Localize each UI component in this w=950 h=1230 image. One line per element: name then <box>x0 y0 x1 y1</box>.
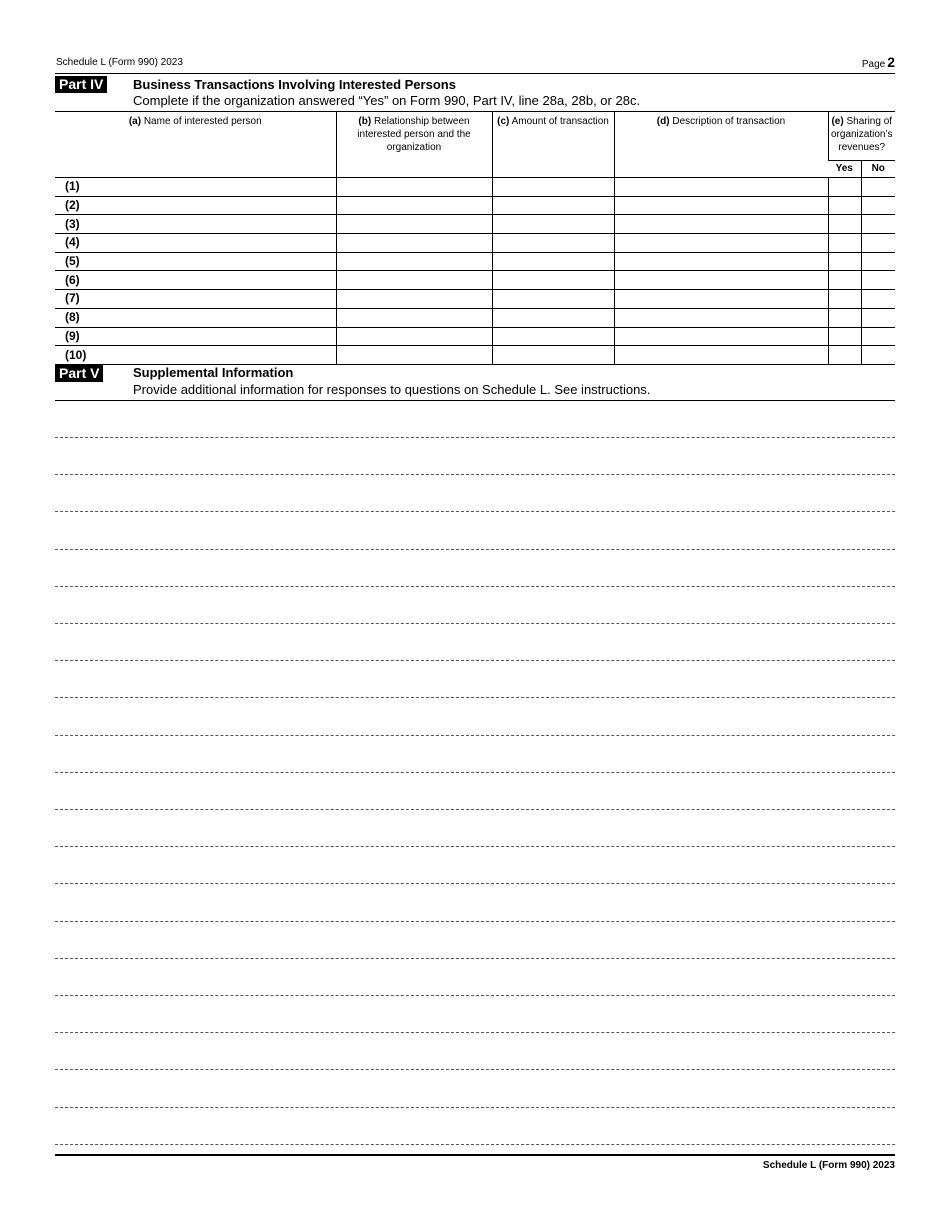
supplemental-line[interactable] <box>55 846 895 847</box>
col-e-yes-header: Yes <box>828 161 861 178</box>
table-row <box>55 271 895 290</box>
name-cell[interactable] <box>55 271 336 290</box>
relationship-cell[interactable] <box>336 215 492 234</box>
table-row <box>55 327 895 346</box>
sharing-no-cell[interactable] <box>861 252 895 271</box>
supplemental-line[interactable] <box>55 511 895 512</box>
sharing-yes-cell[interactable] <box>828 271 861 290</box>
table-row <box>55 346 895 365</box>
sharing-no-cell[interactable] <box>861 346 895 365</box>
row-number: (9) <box>65 328 80 343</box>
sharing-yes-cell[interactable] <box>828 196 861 215</box>
relationship-cell[interactable] <box>336 252 492 271</box>
amount-cell[interactable] <box>492 252 614 271</box>
supplemental-line[interactable] <box>55 809 895 810</box>
amount-cell[interactable] <box>492 346 614 365</box>
supplemental-line[interactable] <box>55 772 895 773</box>
col-e-header: (e) Sharing of organization’s revenues? <box>828 112 895 161</box>
row-number: (7) <box>65 291 80 306</box>
description-cell[interactable] <box>614 327 828 346</box>
relationship-cell[interactable] <box>336 196 492 215</box>
name-cell[interactable] <box>55 178 336 197</box>
relationship-cell[interactable] <box>336 327 492 346</box>
sharing-no-cell[interactable] <box>861 271 895 290</box>
amount-cell[interactable] <box>492 215 614 234</box>
sharing-yes-cell[interactable] <box>828 252 861 271</box>
page-number: 2 <box>887 54 895 70</box>
supplemental-line[interactable] <box>55 1069 895 1070</box>
relationship-cell[interactable] <box>336 308 492 327</box>
table-row <box>55 290 895 309</box>
description-cell[interactable] <box>614 196 828 215</box>
page-header <box>55 54 895 73</box>
part-iv-title: Business Transactions Involving Interested Persons <box>133 77 456 92</box>
amount-cell[interactable] <box>492 196 614 215</box>
relationship-cell[interactable] <box>336 271 492 290</box>
name-cell[interactable] <box>55 327 336 346</box>
supplemental-line[interactable] <box>55 586 895 587</box>
table-row <box>55 234 895 253</box>
name-cell[interactable] <box>55 346 336 365</box>
col-e-no-header: No <box>861 161 895 178</box>
row-number: (8) <box>65 310 80 325</box>
supplemental-line[interactable] <box>55 660 895 661</box>
description-cell[interactable] <box>614 290 828 309</box>
table-row <box>55 252 895 271</box>
col-a-header: (a) Name of interested person <box>128 116 262 127</box>
amount-cell[interactable] <box>492 327 614 346</box>
part-iv-tag: Part IV <box>55 76 107 93</box>
description-cell[interactable] <box>614 234 828 253</box>
sharing-yes-cell[interactable] <box>828 290 861 309</box>
name-cell[interactable] <box>55 196 336 215</box>
page-indicator <box>862 54 895 70</box>
table-row <box>55 196 895 215</box>
supplemental-line[interactable] <box>55 1144 895 1145</box>
part-v-subtitle: Provide additional information for responses to questions on Schedule L. See instructions. <box>133 382 651 397</box>
description-cell[interactable] <box>614 308 828 327</box>
part-iv-subtitle: Complete if the organization answered “Yes” on Form 990, Part IV, line 28a, 28b, or 28c. <box>133 93 641 108</box>
part-v-tag: Part V <box>55 365 103 382</box>
relationship-cell[interactable] <box>336 234 492 253</box>
sharing-no-cell[interactable] <box>861 215 895 234</box>
amount-cell[interactable] <box>492 234 614 253</box>
relationship-cell[interactable] <box>336 178 492 197</box>
name-cell[interactable] <box>55 215 336 234</box>
name-cell[interactable] <box>55 308 336 327</box>
row-number: (4) <box>65 235 80 250</box>
amount-cell[interactable] <box>492 178 614 197</box>
supplemental-line[interactable] <box>55 1032 895 1033</box>
relationship-cell[interactable] <box>336 290 492 309</box>
description-cell[interactable] <box>614 271 828 290</box>
row-number: (6) <box>65 272 80 287</box>
col-b-header: (b) Relationship between interested person and the organization <box>336 112 492 178</box>
amount-cell[interactable] <box>492 308 614 327</box>
description-cell[interactable] <box>614 178 828 197</box>
supplemental-line[interactable] <box>55 921 895 922</box>
sharing-yes-cell[interactable] <box>828 308 861 327</box>
col-c-header: (c) Amount of transaction <box>492 112 614 178</box>
sharing-no-cell[interactable] <box>861 290 895 309</box>
row-number: (2) <box>65 198 80 213</box>
amount-cell[interactable] <box>492 271 614 290</box>
supplemental-line[interactable] <box>55 474 895 475</box>
row-number: (3) <box>65 216 80 231</box>
supplemental-line[interactable] <box>55 623 895 624</box>
row-number: (5) <box>65 254 80 269</box>
sharing-no-cell[interactable] <box>861 327 895 346</box>
sharing-no-cell[interactable] <box>861 234 895 253</box>
row-number: (10) <box>65 347 87 362</box>
sharing-no-cell[interactable] <box>861 308 895 327</box>
supplemental-line[interactable] <box>55 995 895 996</box>
sharing-no-cell[interactable] <box>861 178 895 197</box>
supplemental-line[interactable] <box>55 958 895 959</box>
supplemental-line[interactable] <box>55 1107 895 1108</box>
table-row <box>55 308 895 327</box>
sharing-yes-cell[interactable] <box>828 234 861 253</box>
table-row <box>55 178 895 197</box>
footer-form-name: Schedule L (Form 990) 2023 <box>762 1160 895 1171</box>
part-v-title: Supplemental Information <box>133 365 294 380</box>
footer-rule <box>55 1154 895 1156</box>
description-cell[interactable] <box>614 346 828 365</box>
sharing-yes-cell[interactable] <box>828 327 861 346</box>
sharing-yes-cell[interactable] <box>828 346 861 365</box>
sharing-yes-cell[interactable] <box>828 215 861 234</box>
supplemental-line[interactable] <box>55 437 895 438</box>
form-name: Schedule L (Form 990) 2023 <box>56 57 183 68</box>
name-cell[interactable] <box>55 290 336 309</box>
page-label: Page <box>861 59 886 70</box>
table-row <box>55 215 895 234</box>
row-number: (1) <box>65 179 80 194</box>
description-cell[interactable] <box>614 252 828 271</box>
description-cell[interactable] <box>614 215 828 234</box>
supplemental-line[interactable] <box>55 549 895 550</box>
supplemental-line[interactable] <box>55 697 895 698</box>
relationship-cell[interactable] <box>336 346 492 365</box>
supplemental-top-rule <box>55 400 895 401</box>
sharing-yes-cell[interactable] <box>828 178 861 197</box>
sharing-no-cell[interactable] <box>861 196 895 215</box>
transactions-table <box>55 111 895 365</box>
header-rule <box>55 73 895 74</box>
form-page <box>55 0 895 1230</box>
name-cell[interactable] <box>55 234 336 253</box>
supplemental-line[interactable] <box>55 735 895 736</box>
supplemental-line[interactable] <box>55 883 895 884</box>
name-cell[interactable] <box>55 252 336 271</box>
col-d-header: (d) Description of transaction <box>614 112 828 178</box>
amount-cell[interactable] <box>492 290 614 309</box>
